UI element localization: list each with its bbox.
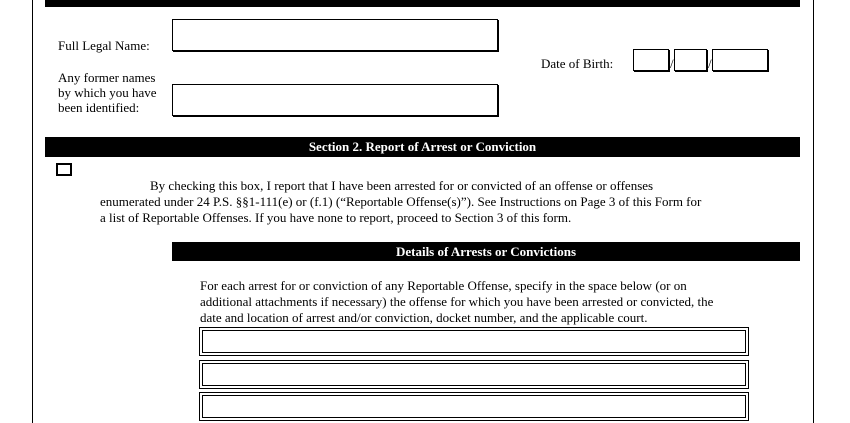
details-header: Details of Arrests or Convictions <box>172 242 800 261</box>
details-instructions-line2: additional attachments if necessary) the offense for which you have been arrested or convicted, the <box>200 294 714 309</box>
report-arrest-checkbox[interactable] <box>56 163 72 176</box>
section2-header: Section 2. Report of Arrest or Conviction <box>45 137 800 157</box>
offense-detail-field-1[interactable] <box>199 327 749 356</box>
dob-year-field[interactable] <box>712 49 768 71</box>
dob-day-field[interactable] <box>674 49 707 71</box>
form-border-right <box>813 0 814 423</box>
offense-detail-field-3[interactable] <box>199 392 749 421</box>
dob-separator: / <box>670 56 674 71</box>
details-instructions-line1: For each arrest for or conviction of any Reportable Offense, specify in the space below (or on <box>200 278 687 293</box>
section2-paragraph-line3: a list of Reportable Offenses. If you have none to report, proceed to Section 3 of this form. <box>100 210 572 225</box>
former-names-label: Any former names by which you have been identified: <box>58 70 157 115</box>
offense-detail-field-2[interactable] <box>199 360 749 389</box>
full-legal-name-label: Full Legal Name: <box>58 38 150 53</box>
section2-paragraph-line1: By checking this box, I report that I have been arrested for or convicted of an offense or offenses <box>150 178 654 193</box>
details-instructions-line3: date and location of arrest and/or conviction, docket number, and the applicable court. <box>200 310 648 325</box>
date-of-birth-label: Date of Birth: <box>541 56 614 71</box>
former-names-field[interactable] <box>172 84 498 116</box>
section1-header-bar <box>45 0 800 7</box>
dob-separator: / <box>708 56 712 71</box>
full-legal-name-field[interactable] <box>172 19 498 51</box>
form-border-left <box>32 0 33 423</box>
dob-month-field[interactable] <box>633 49 669 71</box>
section2-paragraph-line2: enumerated under 24 P.S. §§1-111(e) or (f.1) (“Reportable Offense(s)”). See Instructions on Page 3 of this Form for <box>100 194 702 209</box>
